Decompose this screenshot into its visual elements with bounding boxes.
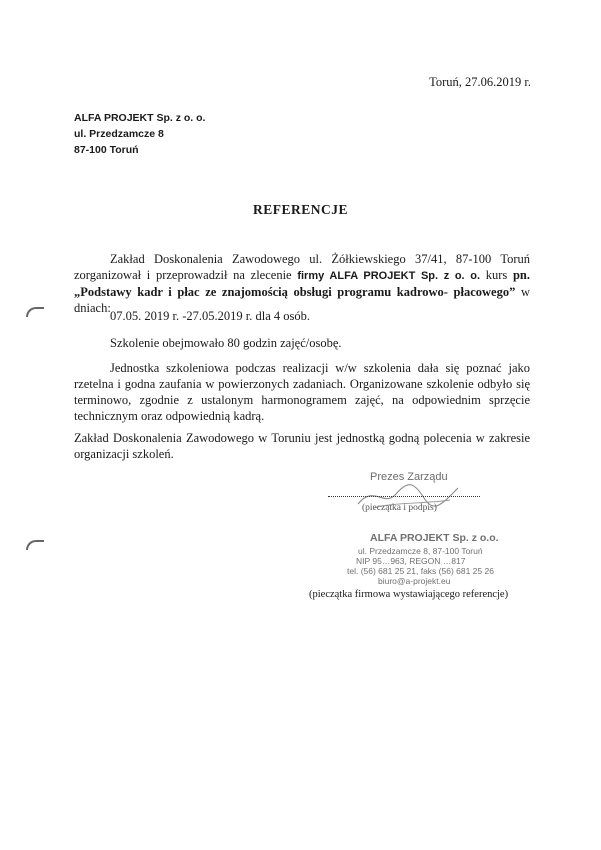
intro-text-part3: w dniach: — [74, 285, 530, 315]
place-date: Toruń, 27.06.2019 r. — [429, 75, 531, 89]
recipient-city: 87-100 Toruń — [74, 144, 139, 156]
signature-dotted-line — [328, 496, 480, 497]
recipient-name: ALFA PROJEKT Sp. z o. o. — [74, 112, 206, 124]
paragraph-assessment — [74, 360, 530, 424]
stamp-email: biuro@a-projekt.eu — [378, 576, 451, 586]
recipient-street: ul. Przedzamcze 8 — [74, 128, 164, 140]
document-title: REFERENCJE — [252, 202, 348, 217]
stamp-address: ul. Przedzamcze 8, 87-100 Toruń — [358, 546, 483, 556]
stamp-phone: tel. (56) 681 25 21, faks (56) 681 25 26 — [347, 566, 494, 576]
signature-line-label: (pieczątka i podpis) — [362, 503, 437, 513]
training-dates: 07.05. 2019 r. -27.05.2019 r. dla 4 osób. — [110, 309, 310, 323]
intro-text-part1: Zakład Doskonalenia Zawodowego ul. Żółkiewskiego 37/41, 87-100 Toruń zorganizował i przeprowadził na zlecenie — [74, 252, 530, 282]
assessment-text: Jednostka szkoleniowa podczas realizacji w/w szkolenia dała się poznać jako rzetelna i godna zaufania w powierzonych zadaniach. Organizowane szkolenie odbyło się terminowo, zgodnie z ustalonym harmonogramem zajęć, na odpowiednim sprzęcie technicznym oraz odpowiednią kadrą. — [74, 361, 530, 423]
stamp-company: ALFA PROJEKT Sp. z o.o. — [370, 532, 499, 544]
paragraph-intro — [74, 251, 530, 316]
hole-punch-mark-lower — [26, 540, 44, 550]
paragraph-recommendation — [74, 430, 530, 462]
training-hours: Szkolenie obejmowało 80 godzin zajęć/osobę. — [110, 336, 342, 350]
intro-course-name: pn. „Podstawy kadr i płac ze znajomością obsługi programu kadrowo- płacowego” — [74, 268, 530, 299]
hole-punch-mark-upper — [26, 307, 44, 317]
stamp-caption: (pieczątka firmowa wystawiającego referencje) — [309, 589, 509, 600]
signature-role: Prezes Zarządu — [370, 471, 448, 483]
recommendation-text: Zakład Doskonalenia Zawodowego w Toruniu jest jednostką godną polecenia w zakresie organizacji szkoleń. — [74, 431, 530, 461]
stamp-ids: NIP 95…963, REGON …817 — [356, 556, 466, 566]
intro-company: firmy ALFA PROJEKT Sp. z o. o. — [297, 270, 481, 282]
intro-text-part2: kurs — [480, 268, 513, 282]
intro-text — [74, 251, 530, 316]
